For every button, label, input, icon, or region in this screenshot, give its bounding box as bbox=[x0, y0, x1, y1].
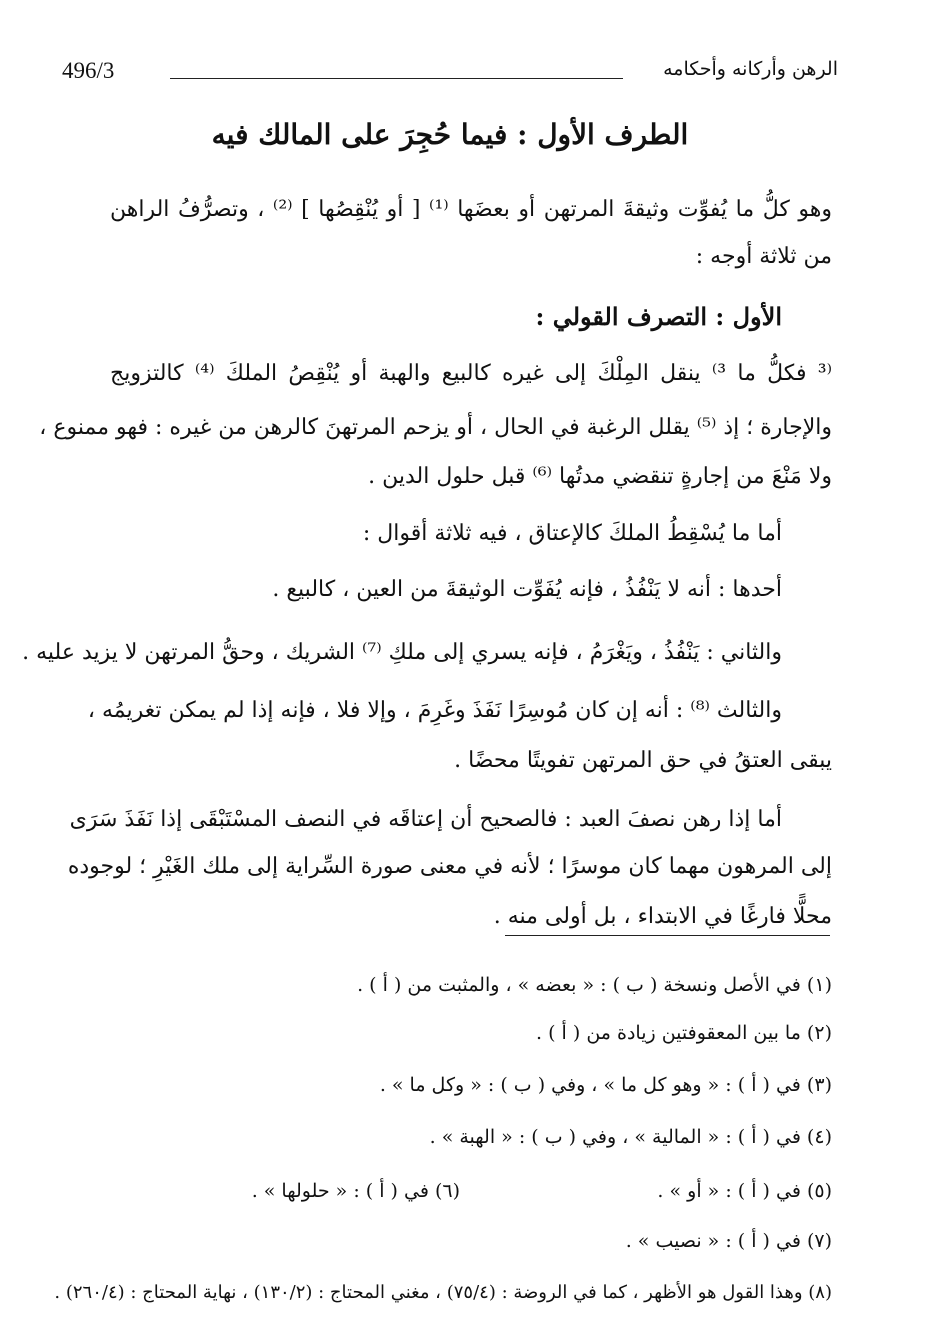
page-number: 496/3 bbox=[62, 58, 115, 83]
body-line: إلى المرهون مهما كان موسرًا ؛ لأنه في معنى صورة السِّراية إلى ملك الغَيْرِ ؛ لوجوده bbox=[67, 854, 832, 879]
section-title: الطرف الأول : فيما حُجِرَ على المالك فيه bbox=[211, 118, 689, 151]
footnote-separator bbox=[505, 935, 830, 936]
body-line: وهو كلُّ ما يُفوِّت وثيقةَ المرتهن أو بعضَها ⁽¹⁾ [ أو يُنْقِصُها ] ⁽²⁾ ، وتصرُّفُ الراهن bbox=[110, 197, 832, 222]
body-line: أما ما يُسْقِطُ الملكَ كالإعتاق ، فيه ثلاثة أقوال : bbox=[362, 521, 782, 546]
footnote: (٤) في ( أ ) : « المالية » ، وفي ( ب ) : « الهبة » . bbox=[429, 1126, 832, 1148]
body-line: والثاني : يَنْفُذُ ، ويَغْرَمُ ، فإنه يسري إلى ملكِ ⁽⁷⁾ الشريك ، وحقُّ المرتهن لا يزيد عليه . bbox=[22, 640, 782, 665]
body-line: والثالث ⁽⁸⁾ : أنه إن كان مُوسِرًا نَفَذَ وغَرِمَ ، وإلا فلا ، فإنه إذا لم يمكن تغريمُه ، bbox=[87, 698, 782, 723]
running-title: الرهن وأركانه وأحكامه bbox=[663, 58, 838, 80]
footnote: (٣) في ( أ ) : « وهو كل ما » ، وفي ( ب ) : « وكل ما » . bbox=[379, 1074, 832, 1096]
body-line: محلًّا فارغًا في الابتداء ، بل أولى منه . bbox=[493, 904, 832, 929]
footnote: (٢) ما بين المعقوفتين زيادة من ( أ ) . bbox=[536, 1022, 832, 1044]
body-line: أما إذا رهن نصفَ العبد : فالصحيح أن إعتاقَه في النصف المسْتَبْقَى إذا نَفَذَ سَرَى bbox=[69, 807, 782, 832]
page-header bbox=[62, 58, 838, 94]
footnote: (٥) في ( أ ) : « أو » . bbox=[657, 1180, 832, 1202]
subsection-heading: الأول : التصرف القولي : bbox=[535, 302, 782, 331]
footnote: (٨) وهذا القول هو الأظهر ، كما في الروضة : (٧٥/٤) ، مغني المحتاج : (١٣٠/٢) ، نهاية المحتاج : (٢٦٠/٤) . bbox=[54, 1282, 832, 1303]
body-line: ولا مَنْعَ من إجارةٍ تنقضي مدتُها ⁽⁶⁾ قبل حلول الدين . bbox=[368, 464, 832, 489]
footnote: (١) في الأصل ونسخة ( ب ) : « بعضه » ، والمثبت من ( أ ) . bbox=[357, 974, 832, 996]
body-line: ⁽³ فكلُّ ما ³⁾ ينقل المِلْكَ إلى غيره كالبيع والهبة أو يُنْقِصُ الملكَ ⁽⁴⁾ كالتزويج bbox=[110, 361, 832, 386]
body-line: من ثلاثة أوجه : bbox=[695, 244, 832, 269]
body-line: يبقى العتقُ في حق المرتهن تفويتًا محضًا . bbox=[454, 748, 832, 773]
body-line: أحدها : أنه لا يَنْفُذُ ، فإنه يُفَوِّت الوثيقةَ من العين ، كالبيع . bbox=[272, 577, 782, 602]
header-rule bbox=[170, 78, 623, 79]
body-line: والإجارة ؛ إذ ⁽⁵⁾ يقلل الرغبة في الحال ، أو يزحم المرتهنَ كالرهن من غيره : فهو ممنوع ، bbox=[39, 415, 832, 440]
footnote: (٦) في ( أ ) : « حلولها » . bbox=[251, 1180, 460, 1202]
footnote: (٧) في ( أ ) : « نصيب » . bbox=[625, 1230, 832, 1252]
